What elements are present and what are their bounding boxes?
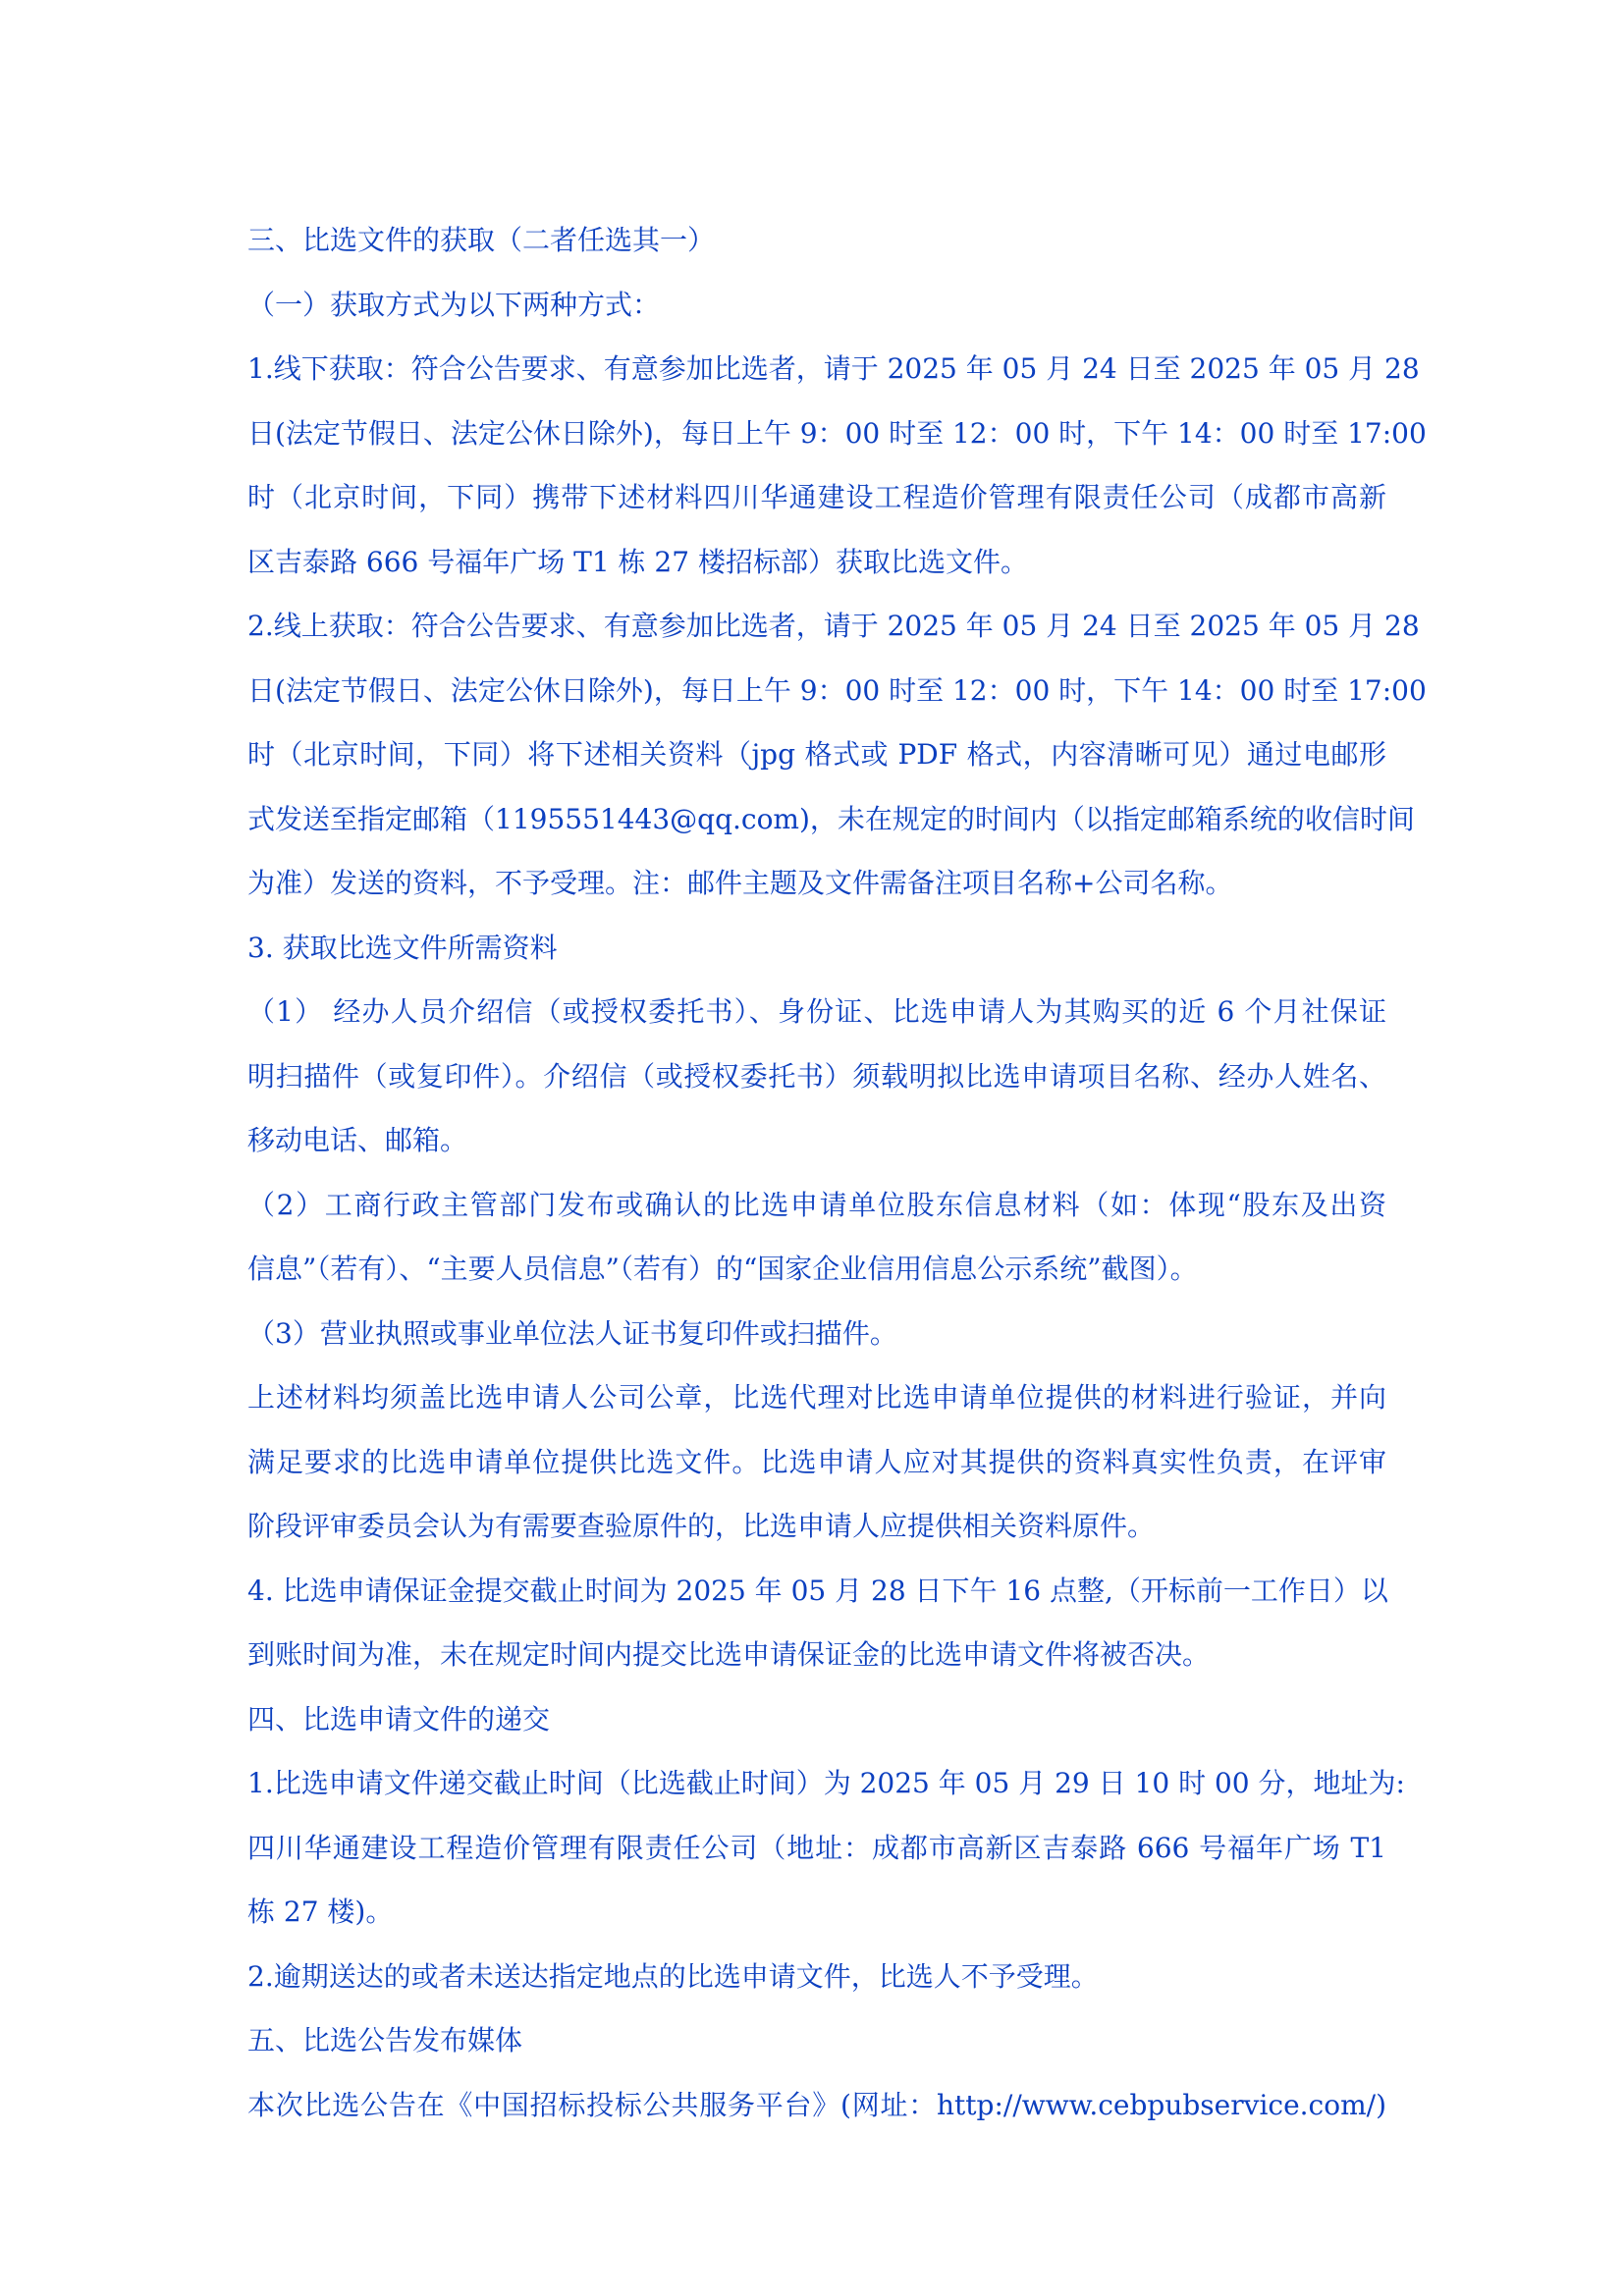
subsection-heading-methods: （一）获取方式为以下两种方式： [247, 288, 661, 321]
paragraph-seal-line-1: 上述材料均须盖比选申请人公司公章，比选代理对比选申请单位提供的材料进行验证，并向 [247, 1381, 1386, 1414]
paragraph-material-2-line-2: 信息”（若有）、“主要人员信息”（若有）的“国家企业信用信息公示系统”截图）。 [247, 1253, 1198, 1285]
paragraph-seal-line-2: 满足要求的比选申请单位提供比选文件。比选申请人应对其提供的资料真实性负责，在评审 [247, 1445, 1386, 1478]
paragraph-late-submission: 2.逾期送达的或者未送达指定地点的比选申请文件，比选人不予受理。 [247, 1959, 1099, 1993]
paragraph-deposit-line-1: 4. 比选申请保证金提交截止时间为 2025 年 05 月 28 日下午 16 点整,（开标前一工作日）以 [247, 1574, 1388, 1607]
paragraph-material-2-line-1: （2）工商行政主管部门发布或确认的比选申请单位股东信息材料（如：体现“股东及出资 [247, 1188, 1386, 1221]
paragraph-material-3: （3）营业执照或事业单位法人证书复印件或扫描件。 [247, 1316, 897, 1350]
item-heading-required-materials: 3. 获取比选文件所需资料 [247, 931, 558, 964]
paragraph-offline-line-1: 1.线下获取：符合公告要求、有意参加比选者，请于 2025 年 05 月 24 日至 2025 年 05 月 28 [247, 352, 1420, 385]
paragraph-online-line-3: 时（北京时间，下同）将下述相关资料（jpg 格式或 PDF 格式，内容清晰可见）通过电邮形 [247, 738, 1386, 771]
paragraph-material-1-line-2: 明扫描件（或复印件）。介绍信（或授权委托书）须载明拟比选申请项目名称、经办人姓名、 [247, 1059, 1386, 1093]
paragraph-offline-line-3: 时（北京时间，下同）携带下述材料四川华通建设工程造价管理有限责任公司（成都市高新 [247, 481, 1386, 513]
paragraph-submission-line-3: 栋 27 楼)。 [247, 1896, 394, 1928]
paragraph-material-1-line-3: 移动电话、邮箱。 [247, 1124, 468, 1156]
paragraph-deposit-line-2: 到账时间为准，未在规定时间内提交比选申请保证金的比选申请文件将被否决。 [247, 1638, 1211, 1671]
section-heading-submission: 四、比选申请文件的递交 [247, 1702, 551, 1735]
paragraph-online-line-5: 为准）发送的资料，不予受理。注：邮件主题及文件需备注项目名称+公司名称。 [247, 867, 1233, 899]
paragraph-online-line-4: 式发送至指定邮箱（1195551443@qq.com)，未在规定的时间内（以指定邮箱系统的收信时间 [247, 802, 1415, 835]
paragraph-online-line-1: 2.线上获取：符合公告要求、有意参加比选者，请于 2025 年 05 月 24 日至 2025 年 05 月 28 [247, 610, 1420, 642]
paragraph-submission-line-1: 1.比选申请文件递交截止时间（比选截止时间）为 2025 年 05 月 29 日 10 时 00 分，地址为: [247, 1767, 1405, 1799]
paragraph-publication: 本次比选公告在《中国招标投标公共服务平台》(网址：http://www.cebpubservice.com/) [247, 2088, 1386, 2121]
paragraph-material-1-line-1: （1） 经办人员介绍信（或授权委托书）、身份证、比选申请人为其购买的近 6 个月社保证 [247, 995, 1386, 1028]
paragraph-seal-line-3: 阶段评审委员会认为有需要查验原件的，比选申请人应提供相关资料原件。 [247, 1510, 1156, 1542]
paragraph-offline-line-4: 区吉泰路 666 号福年广场 T1 栋 27 楼招标部）获取比选文件。 [247, 545, 1028, 578]
section-heading-obtain-documents: 三、比选文件的获取（二者任选其一） [247, 224, 716, 256]
section-heading-publication-media: 五、比选公告发布媒体 [247, 2024, 523, 2056]
paragraph-offline-line-2: 日(法定节假日、法定公休日除外)，每日上午 9：00 时至 12：00 时，下午 14：00 时至 17:00 [247, 416, 1427, 450]
paragraph-submission-line-2: 四川华通建设工程造价管理有限责任公司（地址：成都市高新区吉泰路 666 号福年广场 T1 [247, 1831, 1386, 1864]
document-body [247, 208, 1427, 2137]
paragraph-online-line-2: 日(法定节假日、法定公休日除外)，每日上午 9：00 时至 12：00 时，下午 14：00 时至 17:00 [247, 673, 1427, 707]
